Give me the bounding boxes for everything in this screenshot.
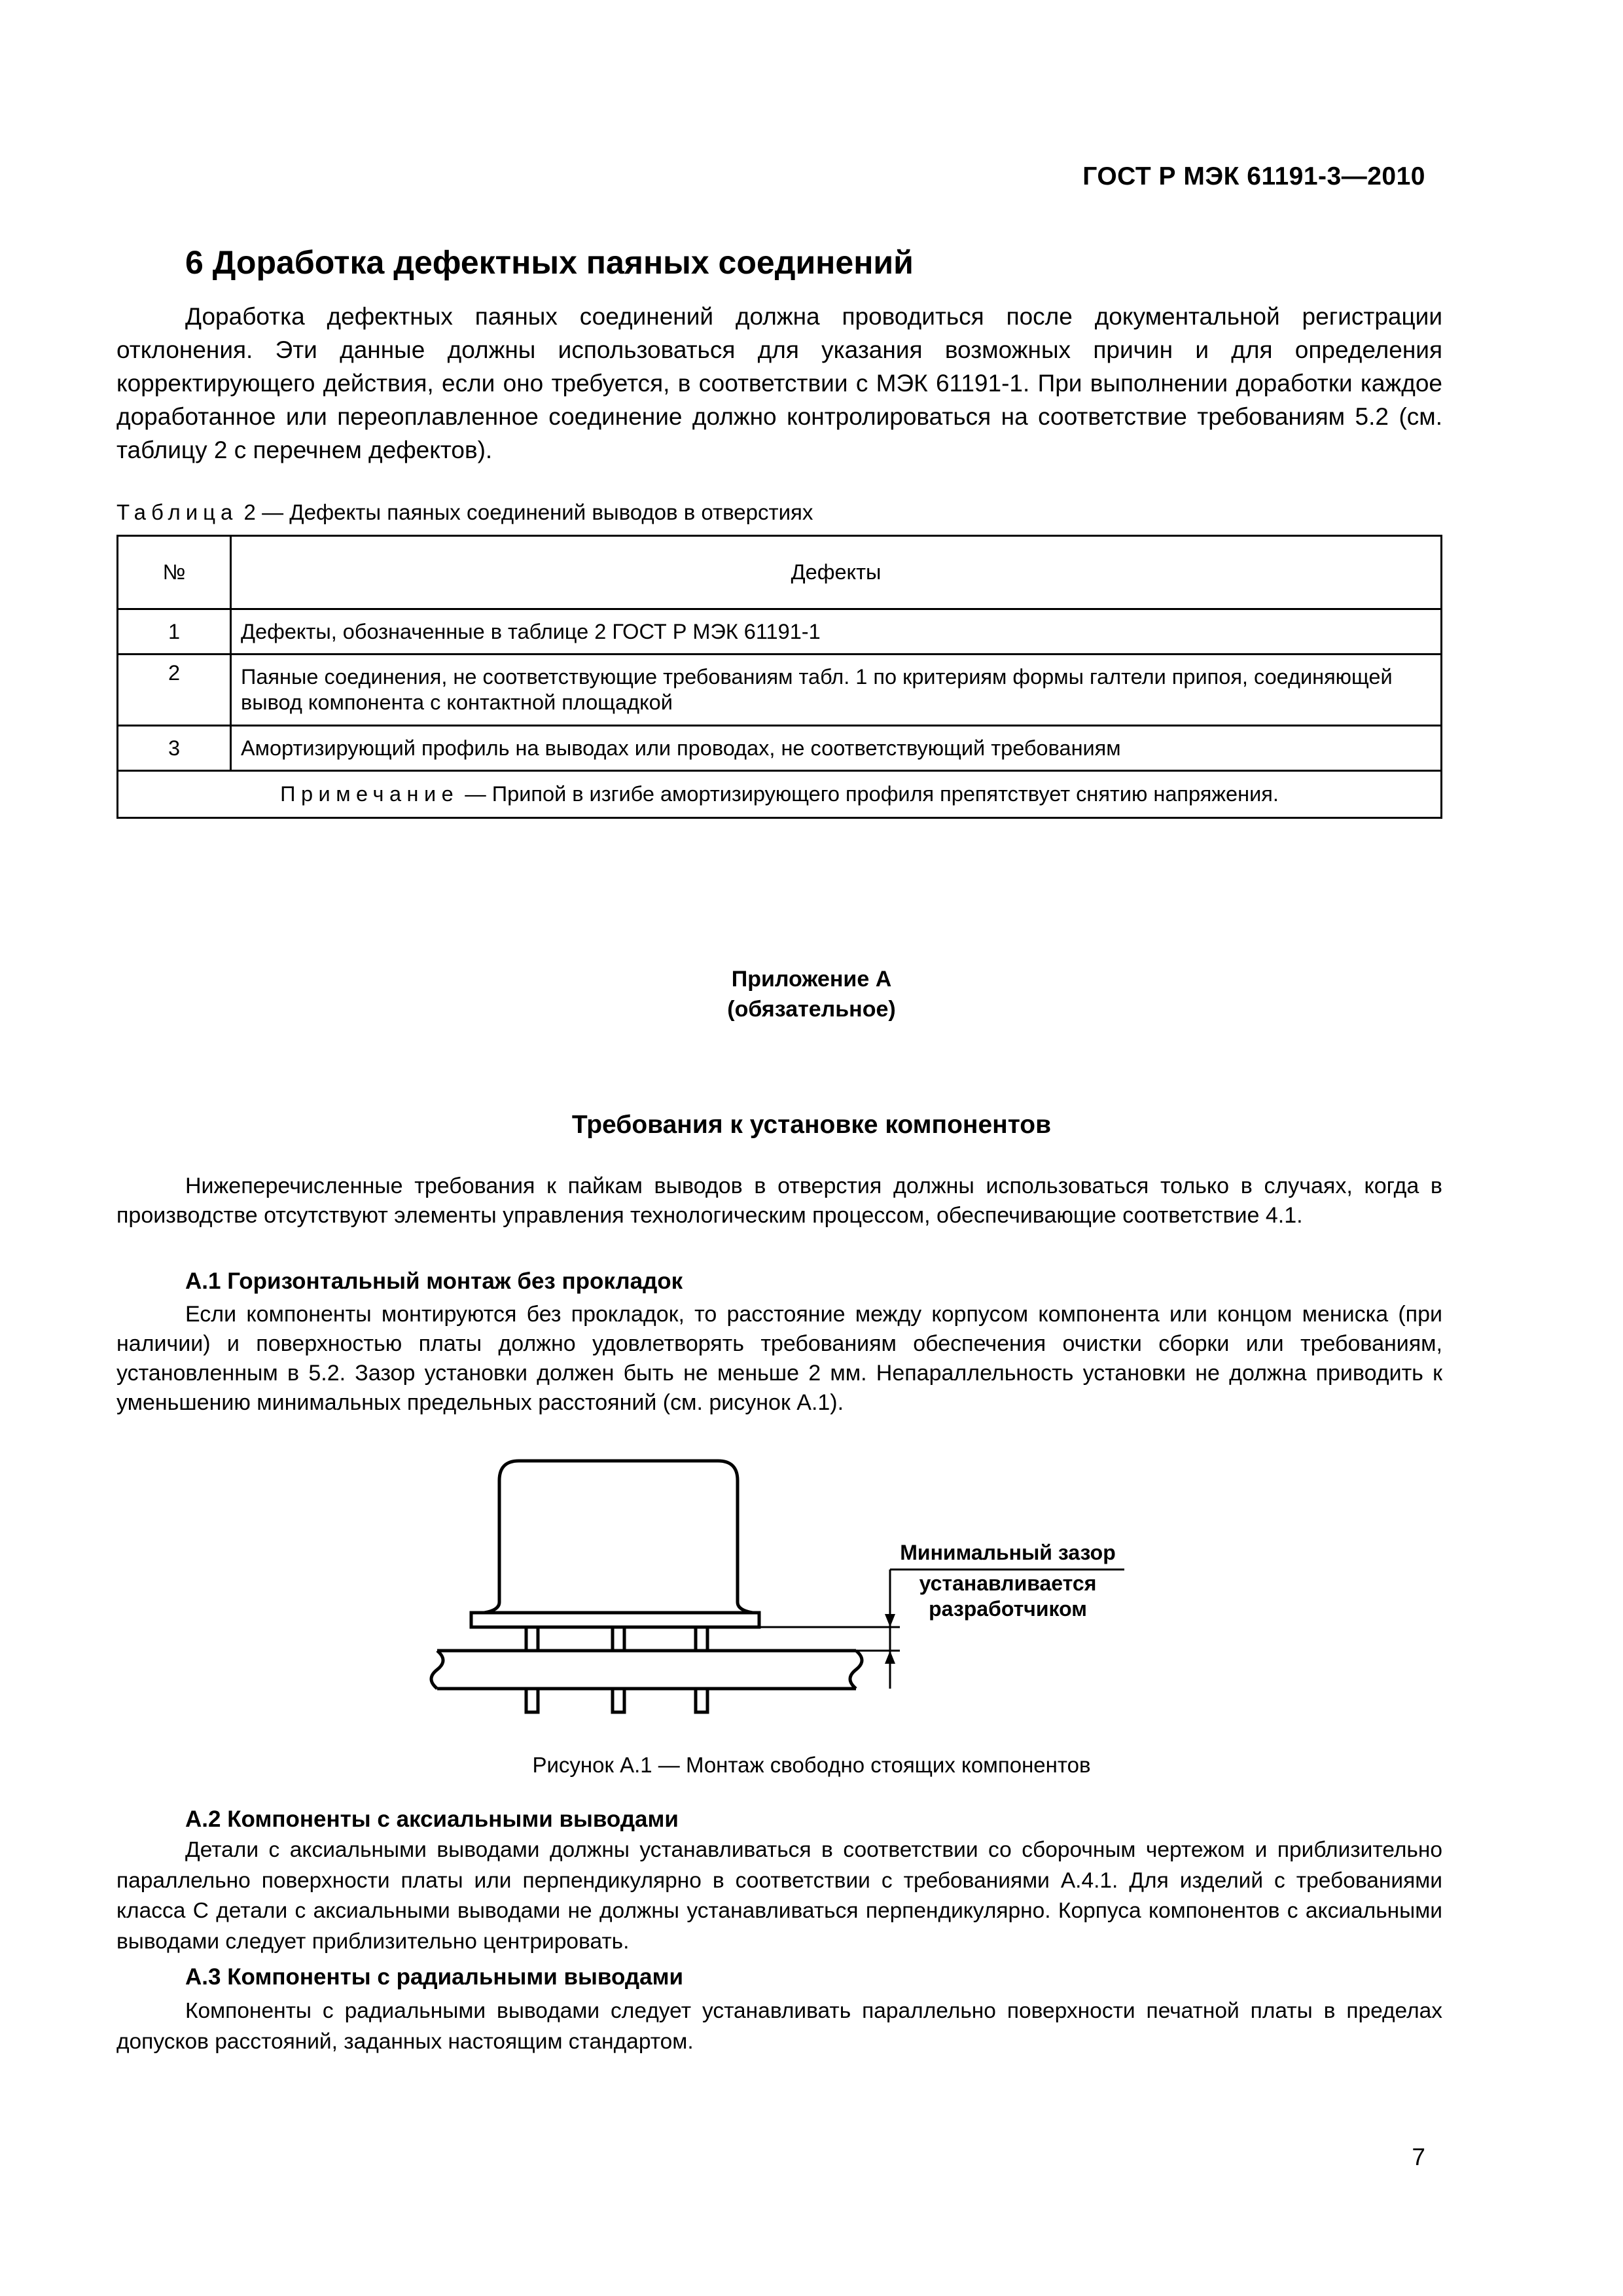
table-caption-label: Таблица — [116, 500, 238, 524]
page-number: 7 — [1412, 2144, 1425, 2170]
row-number: 1 — [118, 609, 231, 655]
table-note-label: Примечание — [280, 782, 459, 806]
row-text: Амортизирующий профиль на выводах или проводах, не соответствующий требованиям — [231, 726, 1442, 771]
dimension-arrow-up — [885, 1651, 895, 1664]
row-text: Дефекты, обозначенные в таблице 2 ГОСТ Р МЭК 61191-1 — [231, 609, 1442, 655]
figure-caption: Рисунок А.1 — Монтаж свободно стоящих компонентов — [532, 1753, 1091, 1777]
section-title: 6 Доработка дефектных паяных соединений — [185, 244, 914, 281]
table-note-text: — Припой в изгибе амортизирующего профиля препятствует снятию напряжения. — [459, 782, 1279, 806]
board-break-left — [431, 1651, 443, 1689]
component-flange — [471, 1613, 759, 1627]
appendix-status: (обязательное) — [727, 997, 896, 1022]
column-header-number: № — [118, 536, 231, 609]
figure-label-line2: устанавливается — [919, 1571, 1097, 1595]
component-lead — [613, 1627, 624, 1651]
board-break-right — [850, 1651, 862, 1689]
document-header: ГОСТ Р МЭК 61191-3—2010 — [1082, 162, 1425, 190]
column-header-defects: Дефекты — [231, 536, 1442, 609]
row-number: 3 — [118, 726, 231, 771]
component-lead — [696, 1627, 707, 1651]
row-text: Паяные соединения, не соответствующие требованиям табл. 1 по критериям формы галтели припоя, соединяющей вывод компонента с контактной площадкой — [231, 655, 1442, 726]
row-number: 2 — [118, 655, 231, 726]
component-lead — [526, 1689, 538, 1712]
subsection-a3-text: Компоненты с радиальными выводами следует устанавливать параллельно поверхности печатной платы в пределах допусков расстояний, заданных настоящим стандартом. — [116, 1999, 1442, 2054]
subsection-a3-title: А.3 Компоненты с радиальными выводами — [185, 1964, 683, 1990]
component-lead — [696, 1689, 707, 1712]
figure-label-line1: Минимальный зазор — [900, 1541, 1116, 1564]
component-body — [499, 1461, 753, 1613]
appendix-heading: Требования к установке компонентов — [571, 1111, 1052, 1139]
appendix-title: Приложение А — [731, 967, 892, 992]
subsection-a2-text: Детали с аксиальными выводами должны устанавливаться в соответствии со сборочным чертежом и приблизительно параллельно поверхности платы или перпендикулярно в соответствии с требованиями А.4.1. Для изделий с требованиями класса С детали с аксиальными выводами не должны устанавливаться перпендикулярно. Корпуса компонентов с аксиальными выводами следует приблизительно центрировать. — [116, 1838, 1442, 1954]
subsection-a1-title: А.1 Горизонтальный монтаж без прокладок — [185, 1268, 683, 1294]
appendix-intro: Нижеперечисленные требования к пайкам выводов в отверстия должны использоваться только в случаях, когда в производстве отсутствуют элементы управления технологическим процессом, обеспечивающие соответствие 4.1. — [116, 1174, 1442, 1228]
subsection-a2-title: А.2 Компоненты с аксиальными выводами — [185, 1806, 679, 1832]
component-lead — [526, 1627, 538, 1651]
figure-label-line3: разработчиком — [929, 1597, 1087, 1621]
table-caption-text: 2 — Дефекты паяных соединений выводов в отверстиях — [238, 500, 813, 524]
section-paragraph: Доработка дефектных паяных соединений должна проводиться после документальной регистрации отклонения. Эти данные должны использоваться для указания возможных причин и для определения корректирующего действия, если оно требуется, в соответствии с МЭК 61191-1. При выполнении доработки каждое доработанное или переоплавленное соединение должно контролироваться на соответствие требованиям 5.2 (см. таблицу 2 с перечнем дефектов). — [116, 303, 1442, 463]
component-lead — [613, 1689, 624, 1712]
subsection-a1-text: Если компоненты монтируются без прокладок, то расстояние между корпусом компонента или концом мениска (при наличии) и поверхностью платы должно удовлетворять требованиям обеспечения очистки сборки или требованиям, установленным в 5.2. Зазор установки должен быть не меньше 2 мм. Непараллельность установки не должна приводить к уменьшению минимальных предельных расстояний (см. рисунок А.1). — [116, 1302, 1442, 1415]
